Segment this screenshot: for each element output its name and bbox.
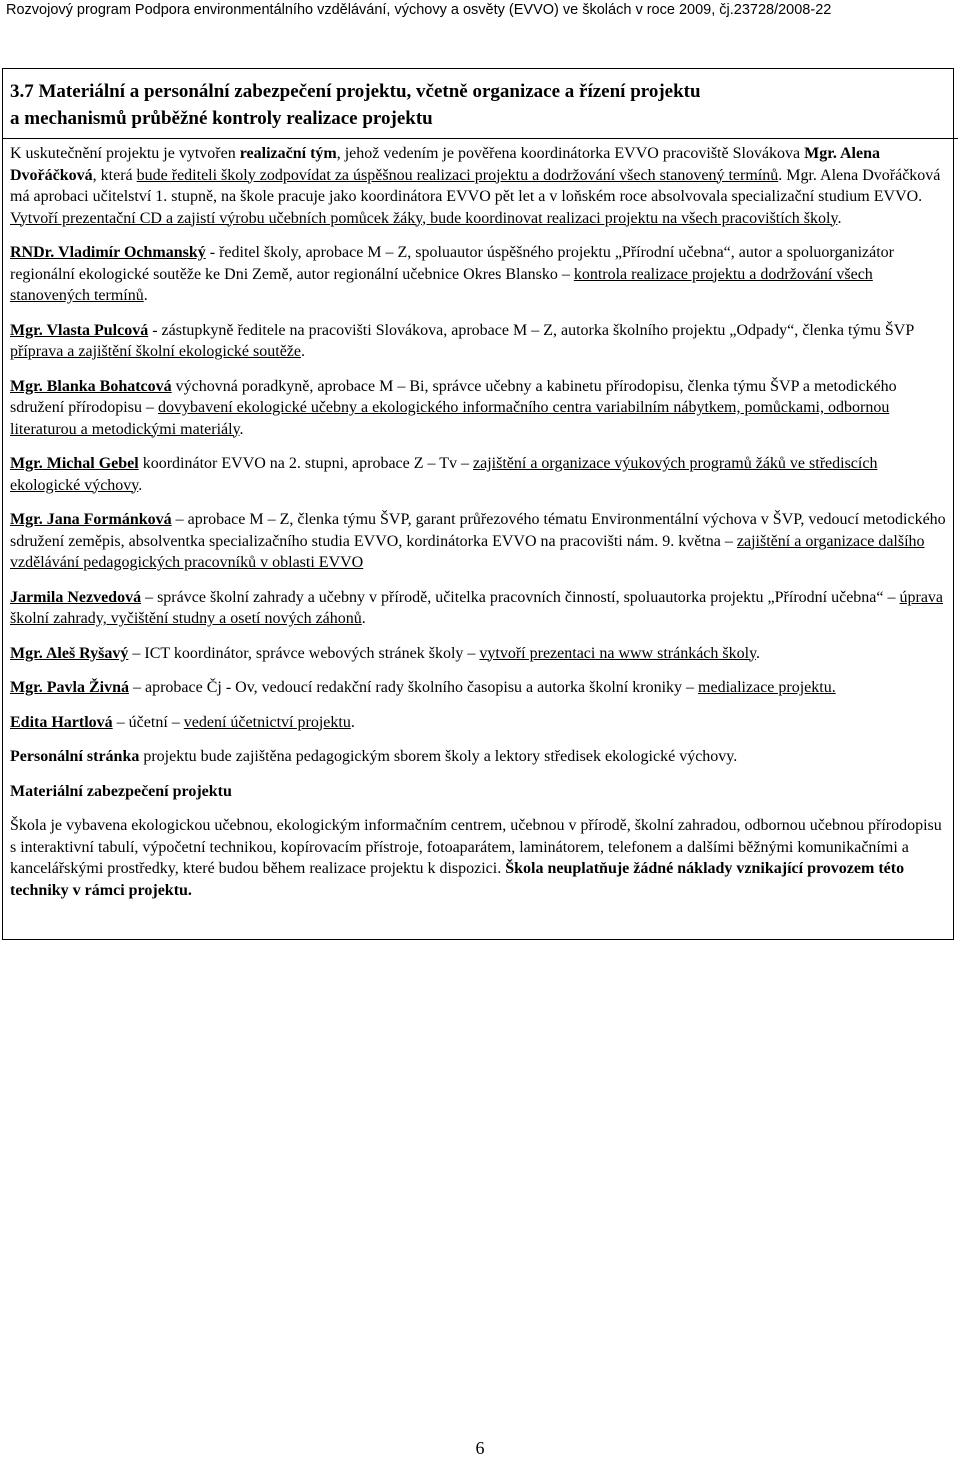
- body-paragraph: [10, 643, 950, 665]
- underlined-text: příprava a zajištění školní ekologické soutěže: [10, 343, 302, 360]
- section-content: [10, 78, 950, 901]
- body-paragraph: [10, 509, 950, 574]
- body-text: K uskutečnění projektu je vytvořen: [10, 145, 240, 162]
- body-text: – ICT koordinátor, správce webových stránek školy –: [128, 644, 480, 662]
- underlined-text: zajištění a organizace dalšího vzdělávání pedagogických pracovníků v oblasti EVVO: [10, 532, 925, 571]
- section-title-line: a mechanismů průběžné kontroly realizace projektu: [10, 108, 433, 129]
- body-paragraph: [10, 815, 950, 901]
- running-header: Rozvojový program Podpora environmentálního vzdělávání, výchovy a osvěty (EVVO) ve školách v roce 2009, čj.23728/2008-22: [6, 2, 832, 18]
- emphasized-text: Mgr. Michal Gebel: [10, 455, 139, 472]
- body-paragraph: [10, 320, 950, 363]
- body-text: – aprobace M – Z, členka týmu ŠVP, garant průřezového tématu Environmentální výchova v ŠVP, vedoucí metodického sdružení zeměpis, absolventka specializačního studia EVVO, kordinátorka EVVO na pracovišti nám. 9. května –: [10, 511, 946, 550]
- underlined-text: vedení účetnictví projektu: [183, 713, 351, 731]
- body-text: - zástupkyně ředitele na pracovišti Slovákova, aprobace M – Z, autorka školního projektu „Odpady“, členka týmu ŠVP: [148, 321, 914, 339]
- body-text: .: [350, 713, 355, 731]
- body-text: - ředitel školy, aprobace M – Z, spoluautor úspěšného projektu „Přírodní učebna“, autor a spoluorganizátor regionální ekologické soutěže ke Dni Země, autor regionální učebnice Okres Blansko –: [10, 244, 894, 283]
- underlined-text: medializace projektu.: [698, 679, 836, 696]
- body-text: Škola je vybavena ekologickou učebnou, ekologickým informačním centrem, učebnou v přírodě, školní zahradou, odbornou učebnou přírodopisu s interaktivní tabulí, výpočetní technikou, kopírovacím přístroje, fotoaparátem, laminátorem, telefonem a dalšími běžnými komunikačními a kancelářskými prostředky, které budou během realizace projektu k dispozici.: [10, 817, 942, 877]
- body-text: .: [756, 644, 761, 662]
- emphasized-text: Personální stránka: [10, 748, 140, 765]
- body-text: , jehož vedením je pověřena koordinátorka EVVO pracoviště Slovákova: [336, 145, 805, 162]
- underlined-text: zajištění a organizace výukových programů žáků ve střediscích ekologické výchovy: [10, 455, 878, 494]
- section-title-line: 3.7 Materiální a personální zabezpečení projektu, včetně organizace a řízení projektu: [10, 81, 701, 102]
- body-text: koordinátor EVVO na 2. stupni, aprobace Z – Tv –: [138, 455, 474, 472]
- body-text: – správce školní zahrady a učebny v přírodě, učitelka pracovních činností, spoluautorka projektu „Přírodní učebna“ –: [141, 588, 900, 606]
- body-text: projektu bude zajištěna pedagogickým sborem školy a lektory středisek ekologické výchovy.: [139, 748, 738, 765]
- page-number: 6: [475, 1438, 485, 1458]
- body-text: – aprobace Čj - Ov, vedoucí redakční rady školního časopisu a autorka školní kroniky –: [128, 679, 699, 696]
- emphasized-text: Mgr. Aleš Ryšavý: [10, 644, 129, 662]
- emphasized-text: Mgr. Blanka Bohatcová: [10, 377, 172, 395]
- underlined-text: dovybavení ekologické učebny a ekologického informačního centra variabilním nábytkem, pomůckami, odbornou literaturou a metodickými materiály: [10, 399, 890, 438]
- underlined-text: bude řediteli školy zodpovídat za úspěšnou realizaci projektu a dodržování všech stanovený termínů: [136, 166, 779, 184]
- underlined-text: vytvoří prezentaci na www stránkách školy: [479, 644, 757, 662]
- underlined-text: úprava školní zahrady, vyčištění studny a osetí nových záhonů: [10, 588, 944, 627]
- body-text: – účetní –: [112, 713, 184, 731]
- body-text: . Mgr. Alena Dvořáčková má aprobaci učitelství 1. stupně, na škole pracuje jako koordinátora EVVO pět let a v loňském roce absolvovala specializační studium EVVO.: [10, 166, 941, 205]
- emphasized-text: Škola neuplatňuje žádné náklady vznikající provozem této techniky v rámci projektu.: [10, 860, 905, 899]
- body-text: .: [837, 209, 842, 227]
- body-paragraph: [10, 587, 950, 630]
- emphasized-text: Edita Hartlová: [10, 713, 113, 731]
- title-divider: [2, 138, 958, 139]
- body-text: , která: [92, 166, 137, 184]
- body-text: .: [143, 287, 148, 304]
- body-text: výchovná poradkyně, aprobace M – Bi, správce učebny a kabinetu přírodopisu, členka týmu ŠVP a metodického sdružení přírodopisu –: [10, 377, 897, 416]
- underlined-text: kontrola realizace projektu a dodržování všech stanovených termínů: [10, 265, 873, 304]
- emphasized-text: RNDr. Vladimír Ochmanský: [10, 244, 206, 261]
- body-paragraph: [10, 746, 950, 768]
- body-paragraphs: [10, 143, 950, 901]
- underlined-text: Vytvoří prezentační CD a zajistí výrobu učebních pomůcek žáky, bude koordinovat realizaci projektu na všech pracovištích školy: [10, 209, 838, 227]
- body-paragraph: [10, 242, 950, 307]
- emphasized-text: Mgr. Jana Formánková: [10, 511, 172, 528]
- section-title: [10, 78, 950, 132]
- body-text: .: [301, 343, 306, 360]
- body-paragraph: [10, 453, 950, 496]
- emphasized-text: Mgr. Alena Dvořáčková: [10, 145, 880, 184]
- emphasized-text: Mgr. Vlasta Pulcová: [10, 321, 149, 339]
- body-text: .: [138, 476, 143, 494]
- emphasized-text: Mgr. Pavla Živná: [10, 679, 129, 696]
- body-paragraph: [10, 677, 950, 699]
- body-paragraph: [10, 712, 950, 734]
- body-text: .: [361, 610, 366, 627]
- emphasized-text: Jarmila Nezvedová: [10, 588, 142, 606]
- emphasized-text: Materiální zabezpečení projektu: [10, 782, 232, 800]
- body-paragraph: [10, 376, 950, 441]
- body-paragraph: [10, 143, 950, 229]
- body-text: .: [239, 420, 244, 438]
- emphasized-text: realizační tým: [239, 145, 337, 162]
- body-paragraph: [10, 781, 950, 803]
